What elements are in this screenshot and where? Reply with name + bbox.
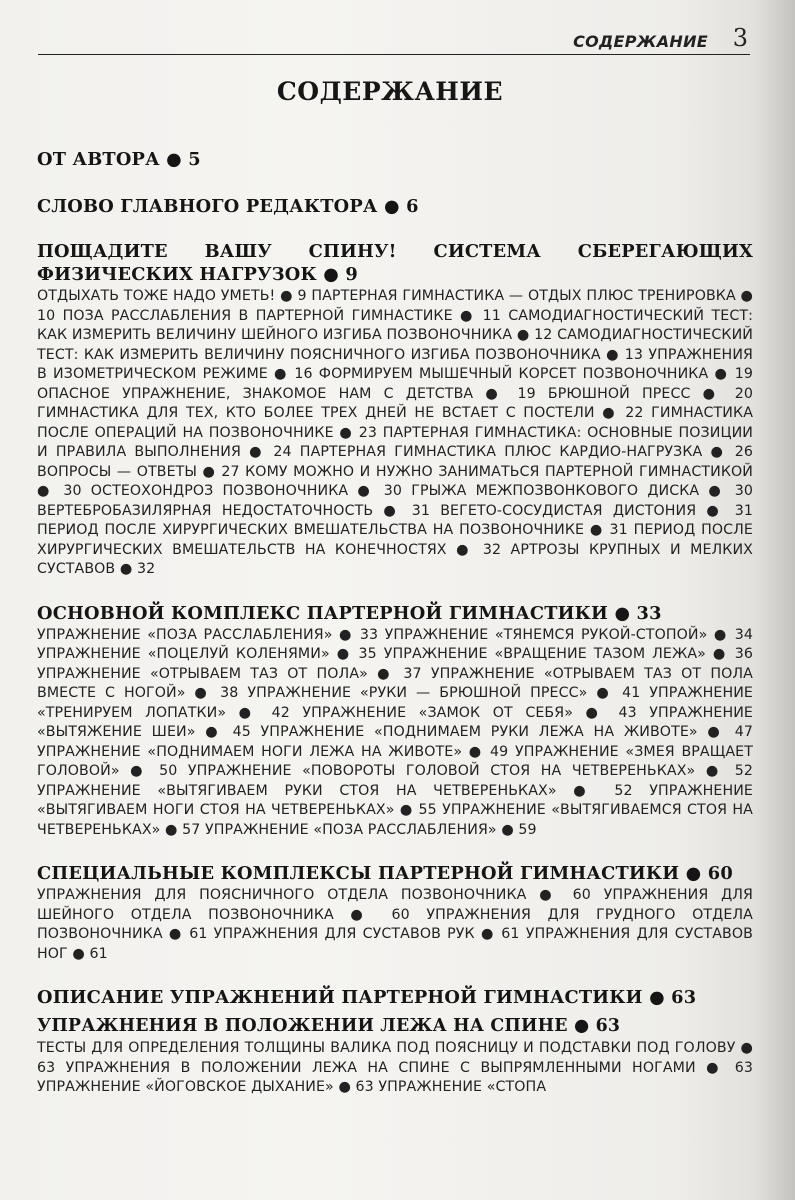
running-head xyxy=(38,24,750,55)
toc-section-editor-word xyxy=(37,195,753,218)
toc-section-entries: УПРАЖНЕНИЯ ДЛЯ ПОЯСНИЧНОГО ОТДЕЛА ПОЗВОНОЧНИКА ● 60 УПРАЖНЕНИЯ ДЛЯ ШЕЙНОГО ОТДЕЛА ПОЗВОНОЧНИКА ● 60 УПРАЖНЕНИЯ ДЛЯ ГРУДНОГО ОТДЕЛА ПОЗВОНОЧНИКА ● 61 УПРАЖНЕНИЯ ДЛЯ СУСТАВОВ РУК ● 61 УПРАЖНЕНИЯ ДЛЯ СУСТАВОВ НОГ ● 61 xyxy=(37,887,753,962)
toc-section-title: ОТ АВТОРА ● 5 xyxy=(37,149,201,170)
toc-section-from-author xyxy=(37,148,753,171)
toc-section-title: ПОЩАДИТЕ ВАШУ СПИНУ! СИСТЕМА СБЕРЕГАЮЩИХ ФИЗИЧЕСКИХ НАГРУЗОК ● 9 xyxy=(37,241,753,285)
toc-section-title: ОСНОВНОЙ КОМПЛЕКС ПАРТЕРНОЙ ГИМНАСТИКИ ● 33 xyxy=(37,602,662,624)
toc-subsection-title: УПРАЖНЕНИЯ В ПОЛОЖЕНИИ ЛЕЖА НА СПИНЕ ● 63 xyxy=(37,1016,621,1036)
toc-section-exercise-description xyxy=(37,986,753,1009)
page-edge-shadow xyxy=(755,0,795,1200)
toc-section-entries: ОТДЫХАТЬ ТОЖЕ НАДО УМЕТЬ! ● 9 ПАРТЕРНАЯ ГИМНАСТИКА — ОТДЫХ ПЛЮС ТРЕНИРОВКА ● 10 ПОЗА РАССЛАБЛЕНИЯ В ПАРТЕРНОЙ ГИМНАСТИКЕ ● 11 САМОДИАГНОСТИЧЕСКИЙ ТЕСТ: КАК ИЗМЕРИТЬ ВЕЛИЧИНУ ШЕЙНОГО ИЗГИБА ПОЗВОНОЧНИКА ● 12 САМОДИАГНОСТИЧЕСКИЙ ТЕСТ: КАК ИЗМЕРИТЬ ВЕЛИЧИНУ ПОЯСНИЧНОГО ИЗГИБА ПОЗВОНОЧНИКА ● 13 УПРАЖНЕНИЯ В ИЗОМЕТРИЧЕСКОМ РЕЖИМЕ ● 16 ФОРМИРУЕМ МЫШЕЧНЫЙ КОРСЕТ ПОЗВОНОЧНИКА ● 19 ОПАСНОЕ УПРАЖНЕНИЕ, ЗНАКОМОЕ НАМ С ДЕТСТВА ● 19 БРЮШНОЙ ПРЕСС ● 20 ГИМНАСТИКА ДЛЯ ТЕХ, КТО БОЛЕЕ ТРЕХ ДНЕЙ НЕ ВСТАЕТ С ПОСТЕЛИ ● 22 ГИМНАСТИКА ПОСЛЕ ОПЕРАЦИЙ НА ПОЗВОНОЧНИКЕ ● 23 ПАРТЕРНАЯ ГИМНАСТИКА: ОСНОВНЫЕ ПОЗИЦИИ И ПРАВИЛА ВЫПОЛНЕНИЯ ● 24 ПАРТЕРНАЯ ГИМНАСТИКА ПЛЮС КАРДИО-НАГРУЗКА ● 26 ВОПРОСЫ — ОТВЕТЫ ● 27 КОМУ МОЖНО И НУЖНО ЗАНИМАТЬСЯ ПАРТЕРНОЙ ГИМНАСТИКОЙ ● 30 ОСТЕОХОНДРОЗ ПОЗВОНОЧНИКА ● 30 ГРЫЖА МЕЖПОЗВОНКОВОГО ДИСКА ● 30 ВЕРТЕБРОБАЗИЛЯРНАЯ НЕДОСТАТОЧНОСТЬ ● 31 ВЕГЕТО-СОСУДИСТАЯ ДИСТОНИЯ ● 31 ПЕРИОД ПОСЛЕ ХИРУРГИЧЕСКИХ ВМЕШАТЕЛЬСТВА НА ПОЗВОНОЧНИКЕ ● 31 ПЕРИОД ПОСЛЕ ХИРУРГИЧЕСКИХ ВМЕШАТЕЛЬСТВ НА КОНЕЧНОСТЯХ ● 32 АРТРОЗЫ КРУПНЫХ И МЕЛКИХ СУСТАВОВ ● 32 xyxy=(37,288,753,577)
toc-section-entries: УПРАЖНЕНИЕ «ПОЗА РАССЛАБЛЕНИЯ» ● 33 УПРАЖНЕНИЕ «ТЯНЕМСЯ РУКОЙ-СТОПОЙ» ● 34 УПРАЖНЕНИЕ «ПОЦЕЛУЙ КОЛЕНЯМИ» ● 35 УПРАЖНЕНИЕ «ВРАЩЕНИЕ ТАЗОМ ЛЕЖА» ● 36 УПРАЖНЕНИЕ «ОТРЫВАЕМ ТАЗ ОТ ПОЛА» ● 37 УПРАЖНЕНИЕ «ОТРЫВАЕМ ТАЗ ОТ ПОЛА ВМЕСТЕ С НОГОЙ» ● 38 УПРАЖНЕНИЕ «РУКИ — БРЮШНОЙ ПРЕСС» ● 41 УПРАЖНЕНИЕ «ТРЕНИРУЕМ ЛОПАТКИ» ● 42 УПРАЖНЕНИЕ «ЗАМОК ОТ СЕБЯ» ● 43 УПРАЖНЕНИЕ «ВЫТЯЖЕНИЕ ШЕИ» ● 45 УПРАЖНЕНИЕ «ПОДНИМАЕМ РУКИ ЛЕЖА НА ЖИВОТЕ» ● 47 УПРАЖНЕНИЕ «ПОДНИМАЕМ НОГИ ЛЕЖА НА ЖИВОТЕ» ● 49 УПРАЖНЕНИЕ «ЗМЕЯ ВРАЩАЕТ ГОЛОВОЙ» ● 50 УПРАЖНЕНИЕ «ПОВОРОТЫ ГОЛОВОЙ СТОЯ НА ЧЕТВЕРЕНЬКАХ» ● 52 УПРАЖНЕНИЕ «ВЫТЯГИВАЕМ РУКИ СТОЯ НА ЧЕТВЕРЕНЬКАХ» ● 52 УПРАЖНЕНИЕ «ВЫТЯГИВАЕМ НОГИ СТОЯ НА ЧЕТВЕРЕНЬКАХ» ● 55 УПРАЖНЕНИЕ «ВЫТЯГИВАЕМСЯ СТОЯ НА ЧЕТВЕРЕНЬКАХ» ● 57 УПРАЖНЕНИЕ «ПОЗА РАССЛАБЛЕНИЯ» ● 59 xyxy=(37,626,753,838)
page-number: 3 xyxy=(732,24,748,52)
toc-section-title: СПЕЦИАЛЬНЫЕ КОМПЛЕКСЫ ПАРТЕРНОЙ ГИМНАСТИКИ ● 60 xyxy=(37,863,733,884)
toc-section-lying-on-back xyxy=(37,1015,753,1098)
toc-section-special-complexes xyxy=(37,862,753,964)
page-title: СОДЕРЖАНИЕ xyxy=(276,77,504,106)
toc-section-spare-your-back xyxy=(37,240,753,580)
table-of-contents xyxy=(37,148,753,1098)
toc-section-entries: ТЕСТЫ ДЛЯ ОПРЕДЕЛЕНИЯ ТОЛЩИНЫ ВАЛИКА ПОД ПОЯСНИЦУ И ПОДСТАВКИ ПОД ГОЛОВУ ● 63 УПРАЖНЕНИЯ В ПОЛОЖЕНИИ ЛЕЖА НА СПИНЕ С ВЫПРЯМЛЕННЫМИ НОГАМИ ● 63 УПРАЖНЕНИЕ «ЙОГОВСКОЕ ДЫХАНИЕ» ● 63 УПРАЖНЕНИЕ «СТОПА xyxy=(37,1040,753,1095)
running-head-title: СОДЕРЖАНИЕ xyxy=(573,32,708,51)
toc-section-title: ОПИСАНИЕ УПРАЖНЕНИЙ ПАРТЕРНОЙ ГИМНАСТИКИ ● 63 xyxy=(37,987,697,1008)
toc-section-basic-complex xyxy=(37,602,753,841)
toc-section-title: СЛОВО ГЛАВНОГО РЕДАКТОРА ● 6 xyxy=(37,196,419,217)
